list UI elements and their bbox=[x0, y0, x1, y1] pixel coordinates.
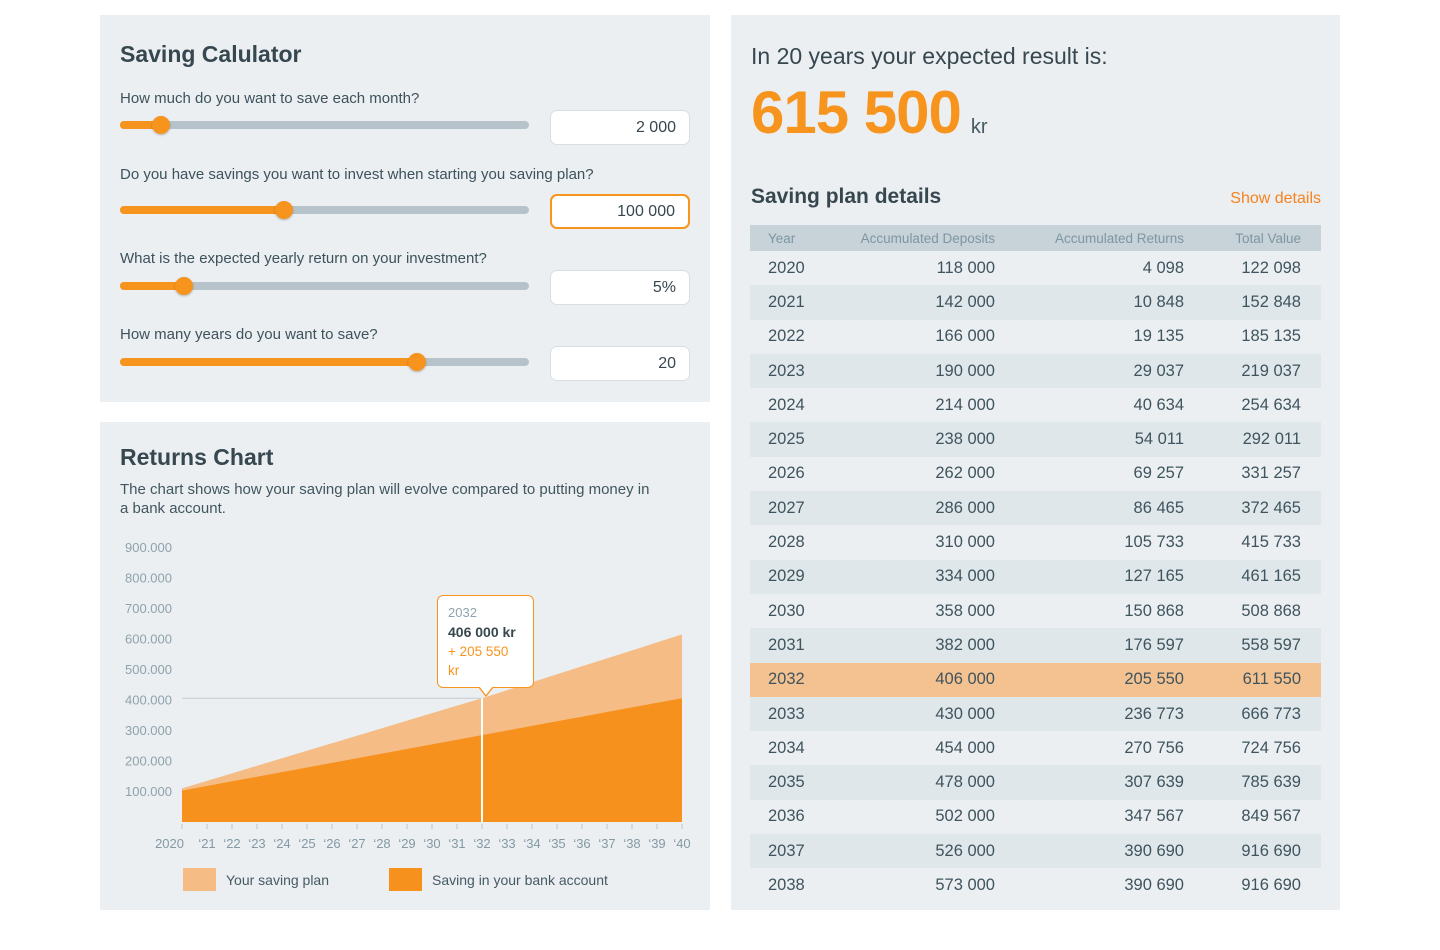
cell-returns: 40 634 bbox=[1133, 395, 1184, 414]
table-row[interactable] bbox=[750, 765, 1321, 799]
tooltip-returns: + 205 550 kr bbox=[448, 644, 509, 678]
cell-total: 849 567 bbox=[1241, 807, 1301, 826]
cell-total: 558 597 bbox=[1241, 635, 1301, 654]
column-header: Year bbox=[768, 230, 796, 246]
bank-account-swatch bbox=[389, 868, 422, 891]
svg-text:‘31: ‘31 bbox=[448, 836, 466, 851]
cell-year: 2023 bbox=[768, 361, 805, 380]
cell-returns: 150 868 bbox=[1124, 601, 1184, 620]
svg-text:100.000: 100.000 bbox=[125, 784, 172, 799]
cell-returns: 307 639 bbox=[1124, 773, 1184, 792]
tooltip-year: 2032 bbox=[448, 605, 477, 620]
question-initial-savings-label: Do you have savings you want to invest when starting you saving plan? bbox=[120, 166, 594, 183]
table-row[interactable] bbox=[750, 628, 1321, 662]
cell-returns: 205 550 bbox=[1124, 670, 1184, 689]
cell-returns: 236 773 bbox=[1124, 704, 1184, 723]
chart-tooltip bbox=[437, 595, 534, 688]
cell-returns: 10 848 bbox=[1133, 292, 1184, 311]
svg-text:‘38: ‘38 bbox=[623, 836, 641, 851]
svg-text:‘40: ‘40 bbox=[673, 836, 691, 851]
cell-deposits: 502 000 bbox=[935, 807, 995, 826]
cell-returns: 69 257 bbox=[1133, 464, 1184, 483]
years-slider[interactable] bbox=[120, 358, 529, 366]
table-row[interactable] bbox=[750, 320, 1321, 354]
cell-deposits: 286 000 bbox=[935, 498, 995, 517]
returns-chart-title: Returns Chart bbox=[120, 444, 274, 470]
table-row[interactable] bbox=[750, 868, 1321, 902]
saving-calculator-panel bbox=[100, 15, 710, 402]
svg-text:800.000: 800.000 bbox=[125, 570, 172, 586]
cell-total: 916 690 bbox=[1241, 875, 1301, 894]
cell-total: 611 550 bbox=[1242, 670, 1301, 689]
bank-account-label: Saving in your bank account bbox=[432, 871, 608, 888]
table-row[interactable] bbox=[750, 388, 1321, 422]
yearly-return-input[interactable] bbox=[550, 270, 690, 305]
slider-thumb[interactable] bbox=[275, 201, 293, 219]
cell-deposits: 430 000 bbox=[935, 704, 995, 723]
table-header bbox=[750, 225, 1321, 251]
table-row[interactable] bbox=[750, 457, 1321, 491]
initial-savings-slider[interactable] bbox=[120, 206, 529, 214]
cell-deposits: 118 000 bbox=[936, 258, 995, 277]
svg-text:‘25: ‘25 bbox=[298, 836, 316, 851]
column-header: Accumulated Returns bbox=[1054, 230, 1184, 246]
show-details-link[interactable]: Show details bbox=[1230, 190, 1321, 207]
cell-year: 2024 bbox=[768, 395, 805, 414]
returns-area-chart[interactable] bbox=[100, 530, 710, 860]
table-row[interactable] bbox=[750, 834, 1321, 868]
cell-deposits: 358 000 bbox=[935, 601, 995, 620]
cell-year: 2032 bbox=[768, 670, 805, 689]
svg-text:‘27: ‘27 bbox=[348, 836, 366, 851]
cell-deposits: 214 000 bbox=[935, 395, 995, 414]
cell-total: 372 465 bbox=[1241, 498, 1301, 517]
cell-total: 415 733 bbox=[1241, 533, 1301, 552]
years-input[interactable] bbox=[550, 346, 690, 381]
question-monthly-saving-label: How much do you want to save each month? bbox=[120, 90, 420, 107]
cell-total: 254 634 bbox=[1241, 395, 1301, 414]
cell-year: 2026 bbox=[768, 464, 805, 483]
results-panel bbox=[731, 15, 1340, 910]
cell-total: 185 135 bbox=[1241, 327, 1301, 346]
table-row[interactable] bbox=[750, 663, 1321, 697]
cell-deposits: 142 000 bbox=[935, 292, 995, 311]
cell-deposits: 262 000 bbox=[935, 464, 995, 483]
svg-text:‘30: ‘30 bbox=[423, 836, 441, 851]
cell-deposits: 406 000 bbox=[935, 670, 995, 689]
svg-text:‘29: ‘29 bbox=[398, 836, 416, 851]
svg-text:‘34: ‘34 bbox=[523, 836, 541, 851]
cell-returns: 270 756 bbox=[1124, 738, 1184, 757]
cell-deposits: 526 000 bbox=[935, 841, 995, 860]
cell-year: 2037 bbox=[768, 841, 805, 860]
monthly-saving-slider[interactable] bbox=[120, 121, 529, 129]
cell-total: 724 756 bbox=[1241, 738, 1301, 757]
cell-deposits: 190 000 bbox=[935, 361, 995, 380]
table-row[interactable] bbox=[750, 731, 1321, 765]
cell-year: 2022 bbox=[768, 327, 805, 346]
cell-returns: 347 567 bbox=[1124, 807, 1184, 826]
cell-deposits: 310 000 bbox=[935, 533, 995, 552]
svg-text:‘32: ‘32 bbox=[473, 836, 491, 851]
cell-year: 2035 bbox=[768, 773, 805, 792]
svg-text:‘35: ‘35 bbox=[548, 836, 566, 851]
legend-bank-account bbox=[389, 868, 608, 891]
table-row[interactable] bbox=[750, 285, 1321, 319]
svg-text:200.000: 200.000 bbox=[125, 753, 172, 769]
cell-total: 152 848 bbox=[1241, 292, 1301, 311]
tooltip-value: 406 000 kr bbox=[448, 624, 516, 640]
cell-returns: 19 135 bbox=[1133, 327, 1184, 346]
cell-year: 2038 bbox=[768, 875, 805, 894]
saving-plan-table bbox=[750, 225, 1321, 903]
cell-year: 2036 bbox=[768, 807, 805, 826]
table-row[interactable] bbox=[750, 251, 1321, 285]
svg-text:2020: 2020 bbox=[155, 836, 184, 851]
column-header: Total Value bbox=[1235, 230, 1301, 246]
cell-total: 508 868 bbox=[1241, 601, 1301, 620]
cell-year: 2029 bbox=[768, 567, 805, 586]
legend-saving-plan bbox=[183, 868, 329, 891]
svg-text:300.000: 300.000 bbox=[125, 723, 172, 738]
returns-chart-subtitle: The chart shows how your saving plan will evolve compared to putting money in a bank account. bbox=[120, 481, 650, 517]
cell-year: 2020 bbox=[768, 258, 805, 277]
initial-savings-input[interactable] bbox=[550, 194, 690, 229]
result-currency: kr bbox=[970, 116, 988, 138]
table-row[interactable] bbox=[750, 525, 1321, 559]
cell-deposits: 454 000 bbox=[935, 738, 995, 757]
saving-plan-label: Your saving plan bbox=[226, 871, 330, 888]
svg-text:‘23: ‘23 bbox=[248, 836, 266, 851]
details-table-body bbox=[750, 251, 1321, 903]
cell-deposits: 166 000 bbox=[935, 327, 995, 346]
result-amount: 615 500 bbox=[751, 79, 961, 146]
svg-text:400.000: 400.000 bbox=[125, 692, 172, 708]
monthly-saving-input[interactable] bbox=[550, 110, 690, 145]
cell-total: 666 773 bbox=[1241, 704, 1301, 723]
svg-text:‘39: ‘39 bbox=[648, 836, 666, 851]
cell-total: 331 257 bbox=[1241, 464, 1301, 483]
cell-year: 2031 bbox=[768, 635, 805, 654]
table-row[interactable] bbox=[750, 491, 1321, 525]
details-title: Saving plan details bbox=[751, 185, 942, 208]
calculator-title: Saving Calulator bbox=[120, 41, 302, 67]
returns-chart-panel bbox=[100, 422, 710, 910]
svg-text:‘36: ‘36 bbox=[573, 836, 591, 851]
svg-text:‘22: ‘22 bbox=[223, 836, 241, 851]
cell-total: 122 098 bbox=[1241, 258, 1301, 277]
svg-text:500.000: 500.000 bbox=[125, 662, 172, 677]
cell-returns: 127 165 bbox=[1124, 567, 1184, 586]
cell-deposits: 478 000 bbox=[935, 773, 995, 792]
cell-year: 2025 bbox=[768, 430, 805, 449]
result-amount-row bbox=[751, 81, 988, 145]
table-row[interactable] bbox=[750, 560, 1321, 594]
cell-returns: 86 465 bbox=[1133, 498, 1184, 517]
cell-deposits: 382 000 bbox=[935, 635, 995, 654]
cell-year: 2034 bbox=[768, 738, 805, 757]
cell-returns: 4 098 bbox=[1142, 258, 1184, 277]
cell-deposits: 573 000 bbox=[935, 875, 995, 894]
cell-year: 2027 bbox=[768, 498, 805, 517]
question-yearly-return-label: What is the expected yearly return on your investment? bbox=[120, 250, 487, 267]
cell-year: 2028 bbox=[768, 533, 805, 552]
cell-returns: 390 690 bbox=[1124, 875, 1184, 894]
cell-year: 2030 bbox=[768, 601, 805, 620]
saving-plan-swatch bbox=[183, 868, 216, 891]
table-row[interactable] bbox=[750, 594, 1321, 628]
svg-text:‘33: ‘33 bbox=[498, 836, 516, 851]
slider-thumb[interactable] bbox=[175, 277, 193, 295]
cell-total: 785 639 bbox=[1241, 773, 1301, 792]
cell-returns: 390 690 bbox=[1124, 841, 1184, 860]
cell-returns: 29 037 bbox=[1133, 361, 1184, 380]
svg-text:‘24: ‘24 bbox=[273, 836, 291, 851]
cell-total: 292 011 bbox=[1242, 430, 1301, 449]
table-row[interactable] bbox=[750, 354, 1321, 388]
result-heading: In 20 years your expected result is: bbox=[751, 43, 1108, 69]
table-row[interactable] bbox=[750, 800, 1321, 834]
cell-total: 461 165 bbox=[1241, 567, 1301, 586]
svg-text:‘37: ‘37 bbox=[598, 836, 616, 851]
table-row[interactable] bbox=[750, 422, 1321, 456]
cell-deposits: 334 000 bbox=[935, 567, 995, 586]
svg-text:900.000: 900.000 bbox=[125, 540, 172, 555]
yearly-return-slider[interactable] bbox=[120, 282, 529, 290]
cell-total: 219 037 bbox=[1241, 361, 1301, 380]
slider-fill bbox=[120, 358, 417, 366]
column-header: Accumulated Deposits bbox=[860, 230, 995, 246]
cell-returns: 105 733 bbox=[1124, 533, 1184, 552]
svg-text:‘26: ‘26 bbox=[323, 836, 341, 851]
cell-total: 916 690 bbox=[1241, 841, 1301, 860]
question-years-label: How many years do you want to save? bbox=[120, 326, 378, 343]
slider-thumb[interactable] bbox=[408, 353, 426, 371]
slider-fill bbox=[120, 206, 284, 214]
table-row[interactable] bbox=[750, 697, 1321, 731]
svg-text:700.000: 700.000 bbox=[125, 601, 172, 616]
cell-year: 2033 bbox=[768, 704, 805, 723]
cell-returns: 54 011 bbox=[1134, 430, 1184, 449]
svg-text:‘28: ‘28 bbox=[373, 836, 391, 851]
svg-text:600.000: 600.000 bbox=[125, 631, 172, 647]
cell-deposits: 238 000 bbox=[935, 430, 995, 449]
slider-thumb[interactable] bbox=[152, 116, 170, 134]
cell-returns: 176 597 bbox=[1124, 635, 1184, 654]
svg-text:‘21: ‘21 bbox=[198, 836, 216, 851]
cell-year: 2021 bbox=[768, 292, 805, 311]
